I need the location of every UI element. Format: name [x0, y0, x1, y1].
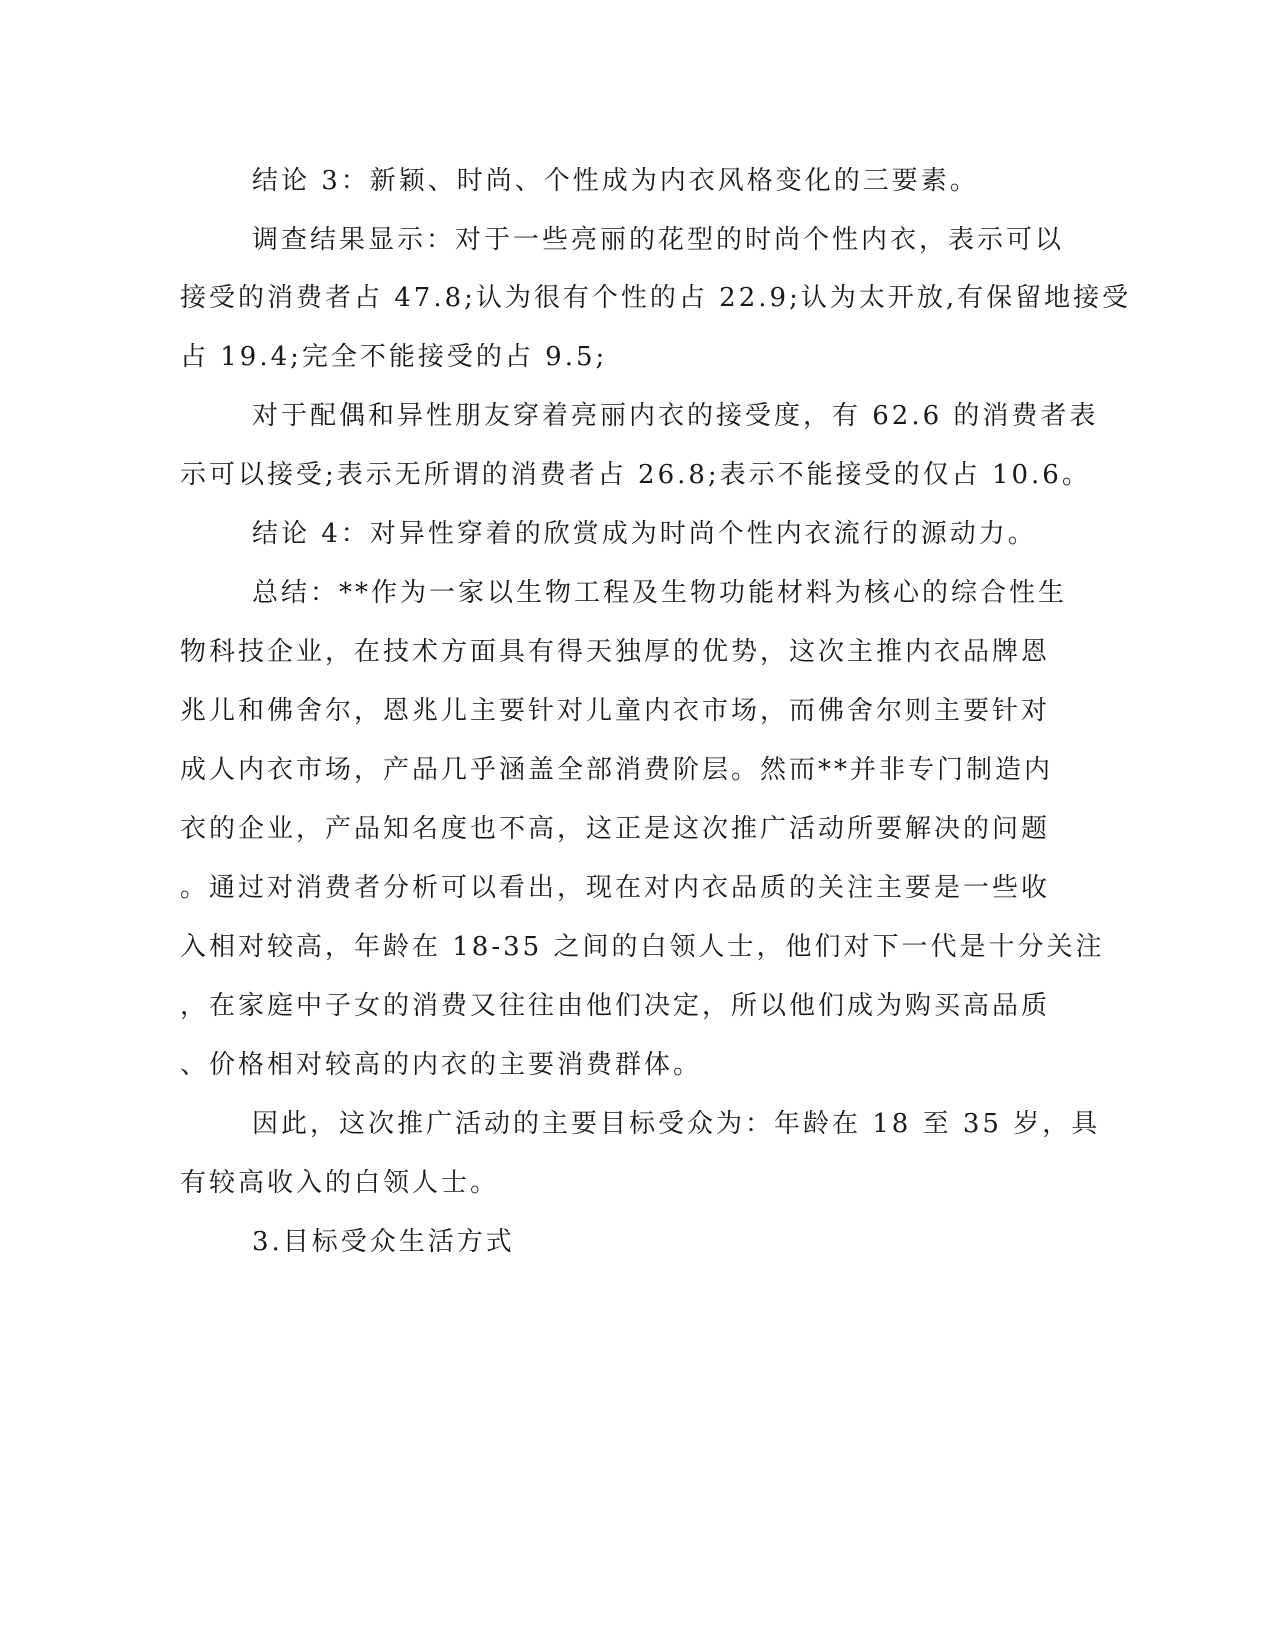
survey-paragraph-line: 调查结果显示：对于一些亮丽的花型的时尚个性内衣，表示可以: [252, 225, 1065, 255]
section-heading: 3.目标受众生活方式: [252, 1227, 515, 1257]
summary-paragraph-line: 。通过对消费者分析可以看出，现在对内衣品质的关注主要是一些收: [180, 873, 1051, 903]
conclusion-3-line: 结论 3：新颖、时尚、个性成为内衣风格变化的三要素。: [252, 166, 979, 196]
summary-paragraph-line: ，在家庭中子女的消费又往往由他们决定，所以他们成为购买高品质: [180, 991, 1051, 1021]
target-audience-line: 因此，这次推广活动的主要目标受众为：年龄在 18 至 35 岁，具: [252, 1109, 1101, 1139]
summary-paragraph-line: 兆儿和佛舍尔，恩兆儿主要针对儿童内衣市场，而佛舍尔则主要针对: [180, 696, 1051, 726]
target-audience-line: 有较高收入的白领人士。: [180, 1168, 500, 1198]
partner-paragraph-line: 示可以接受;表示无所谓的消费者占 26.8;表示不能接受的仅占 10.6。: [180, 460, 1091, 490]
summary-paragraph-line: 衣的企业，产品知名度也不高，这正是这次推广活动所要解决的问题: [180, 814, 1051, 844]
partner-paragraph-line: 对于配偶和异性朋友穿着亮丽内衣的接受度，有 62.6 的消费者表: [252, 401, 1099, 431]
conclusion-4-line: 结论 4：对异性穿着的欣赏成为时尚个性内衣流行的源动力。: [252, 519, 1037, 549]
summary-paragraph-line: 、价格相对较高的内衣的主要消费群体。: [180, 1050, 703, 1080]
survey-paragraph-line: 接受的消费者占 47.8;认为很有个性的占 22.9;认为太开放,有保留地接受: [180, 283, 1132, 313]
summary-paragraph-line: 物科技企业，在技术方面具有得天独厚的优势，这次主推内衣品牌恩: [180, 637, 1051, 667]
summary-paragraph-line: 成人内衣市场，产品几乎涵盖全部消费阶层。然而**并非专门制造内: [180, 755, 1054, 785]
survey-paragraph-line: 占 19.4;完全不能接受的占 9.5;: [180, 342, 608, 372]
summary-paragraph-line: 入相对较高，年龄在 18-35 之间的白领人士，他们对下一代是十分关注: [180, 932, 1105, 962]
summary-paragraph-line: 总结：**作为一家以生物工程及生物功能材料为核心的综合性生: [252, 578, 1068, 608]
